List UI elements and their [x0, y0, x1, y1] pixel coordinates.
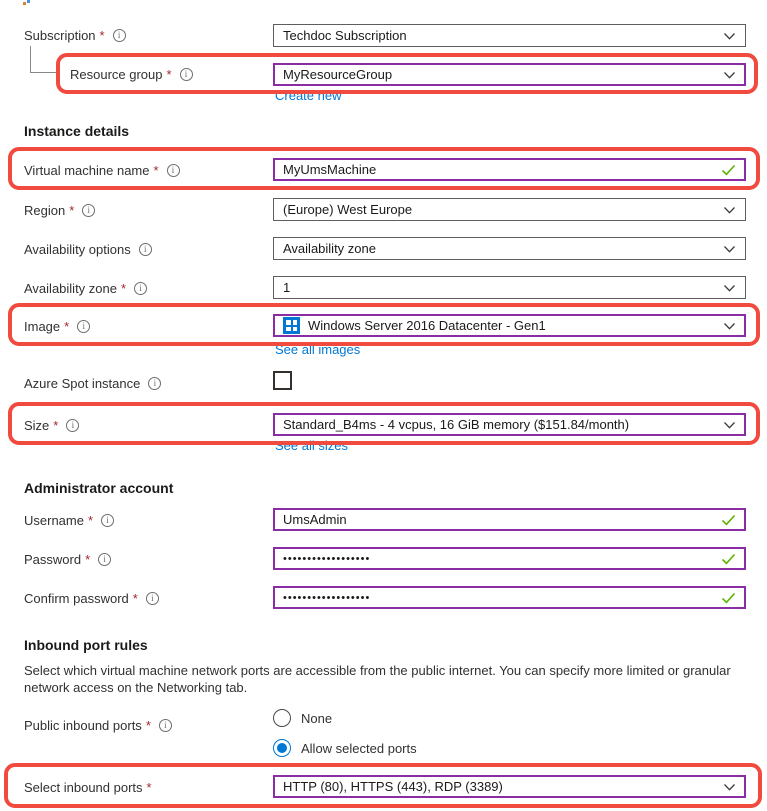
chevron-down-icon: [723, 245, 736, 253]
field-connector-line: [30, 46, 56, 73]
radio-none-label[interactable]: None: [301, 711, 333, 726]
info-icon[interactable]: i: [146, 592, 159, 605]
radio-allow-selected-ports-label[interactable]: Allow selected ports: [301, 741, 417, 756]
info-icon[interactable]: i: [82, 204, 95, 217]
info-icon[interactable]: i: [139, 243, 152, 256]
info-icon[interactable]: i: [159, 719, 172, 732]
info-icon[interactable]: i: [77, 320, 90, 333]
subscription-dropdown[interactable]: Techdoc Subscription: [273, 24, 746, 47]
radio-none[interactable]: [273, 709, 291, 727]
vm-name-label: Virtual machine name * i: [24, 162, 180, 179]
username-label: Username * i: [24, 512, 114, 529]
info-icon[interactable]: i: [134, 282, 147, 295]
valid-check-icon: [721, 164, 736, 176]
cropped-icon-fragment: [23, 0, 31, 5]
image-label: Image * i: [24, 318, 90, 335]
section-heading-instance-details: Instance details: [24, 123, 130, 139]
password-label: Password * i: [24, 551, 111, 568]
image-dropdown[interactable]: Windows Server 2016 Datacenter - Gen1: [273, 314, 746, 337]
chevron-down-icon: [723, 284, 736, 292]
public-inbound-ports-label: Public inbound ports * i: [24, 717, 172, 734]
section-heading-inbound-port-rules: Inbound port rules: [24, 637, 148, 653]
vm-name-input[interactable]: MyUmsMachine: [273, 158, 746, 181]
chevron-down-icon: [723, 783, 736, 791]
subscription-label: Subscription * i: [24, 27, 126, 44]
see-all-images-link[interactable]: See all images: [275, 342, 361, 357]
info-icon[interactable]: i: [167, 164, 180, 177]
confirm-password-label: Confirm password * i: [24, 590, 159, 607]
region-dropdown[interactable]: (Europe) West Europe: [273, 198, 746, 221]
valid-check-icon: [721, 514, 736, 526]
valid-check-icon: [721, 592, 736, 604]
inbound-ports-description: Select which virtual machine network ports are accessible from the public internet. You can specify more limited or granular network access on the Networking tab.: [24, 663, 731, 695]
azure-spot-label: Azure Spot instance i: [24, 375, 161, 392]
create-new-link[interactable]: Create new: [275, 88, 342, 103]
info-icon[interactable]: i: [66, 419, 79, 432]
availability-zone-label: Availability zone * i: [24, 280, 147, 297]
chevron-down-icon: [723, 32, 736, 40]
windows-logo-icon: [283, 317, 300, 334]
chevron-down-icon: [723, 71, 736, 79]
availability-options-label: Availability options i: [24, 241, 152, 258]
info-icon[interactable]: i: [148, 377, 161, 390]
resource-group-label: Resource group * i: [70, 66, 193, 83]
size-label: Size * i: [24, 417, 79, 434]
chevron-down-icon: [723, 322, 736, 330]
size-dropdown[interactable]: Standard_B4ms - 4 vcpus, 16 GiB memory ($151.84/month): [273, 413, 746, 436]
info-icon[interactable]: i: [98, 553, 111, 566]
chevron-down-icon: [723, 421, 736, 429]
availability-zone-dropdown[interactable]: 1: [273, 276, 746, 299]
valid-check-icon: [721, 553, 736, 565]
select-inbound-ports-label: Select inbound ports *: [24, 780, 152, 795]
section-heading-administrator-account: Administrator account: [24, 480, 174, 496]
username-input[interactable]: UmsAdmin: [273, 508, 746, 531]
info-icon[interactable]: i: [113, 29, 126, 42]
chevron-down-icon: [723, 206, 736, 214]
resource-group-dropdown[interactable]: MyResourceGroup: [273, 63, 746, 86]
region-label: Region * i: [24, 202, 95, 219]
availability-options-dropdown[interactable]: Availability zone: [273, 237, 746, 260]
info-icon[interactable]: i: [180, 68, 193, 81]
radio-allow-selected-ports[interactable]: [273, 739, 291, 757]
password-input[interactable]: ••••••••••••••••••: [273, 547, 746, 570]
confirm-password-input[interactable]: ••••••••••••••••••: [273, 586, 746, 609]
select-inbound-ports-dropdown[interactable]: HTTP (80), HTTPS (443), RDP (3389): [273, 775, 746, 798]
see-all-sizes-link[interactable]: See all sizes: [275, 438, 348, 453]
info-icon[interactable]: i: [101, 514, 114, 527]
azure-spot-checkbox[interactable]: [273, 371, 292, 390]
